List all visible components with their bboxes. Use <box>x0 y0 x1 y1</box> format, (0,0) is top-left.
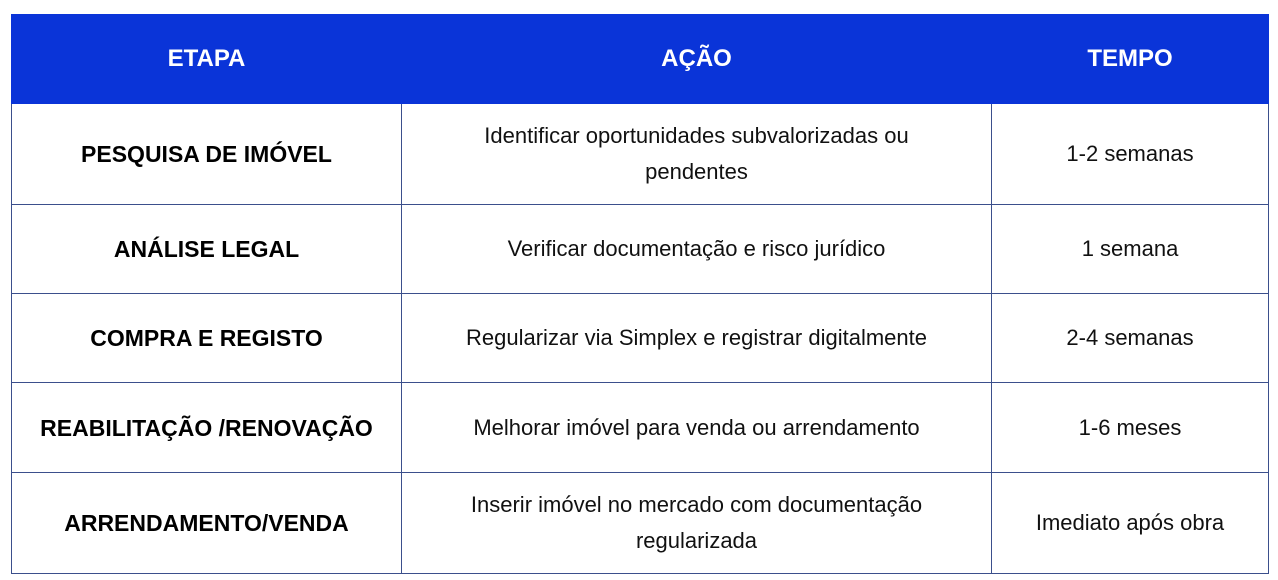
time-cell: 2-4 semanas <box>992 294 1269 383</box>
stage-cell: COMPRA E REGISTO <box>12 294 402 383</box>
action-cell: Identificar oportunidades subvalorizadas ou pendentes <box>402 104 992 205</box>
header-etapa: ETAPA <box>12 15 402 104</box>
stage-cell: ARRENDAMENTO/VENDA <box>12 473 402 574</box>
header-tempo: TEMPO <box>992 15 1269 104</box>
time-cell: 1-6 meses <box>992 383 1269 473</box>
header-row <box>12 15 1269 104</box>
action-cell: Melhorar imóvel para venda ou arrendamento <box>402 383 992 473</box>
table-row <box>12 205 1269 294</box>
table-row <box>12 473 1269 574</box>
time-cell: Imediato após obra <box>992 473 1269 574</box>
action-cell: Verificar documentação e risco jurídico <box>402 205 992 294</box>
table-row <box>12 104 1269 205</box>
table-row <box>12 383 1269 473</box>
stage-cell: PESQUISA DE IMÓVEL <box>12 104 402 205</box>
process-table-container <box>11 14 1268 573</box>
header-acao: AÇÃO <box>402 15 992 104</box>
stage-cell: REABILITAÇÃO /RENOVAÇÃO <box>12 383 402 473</box>
time-cell: 1-2 semanas <box>992 104 1269 205</box>
action-cell: Regularizar via Simplex e registrar digitalmente <box>402 294 992 383</box>
table-header <box>12 15 1269 104</box>
time-cell: 1 semana <box>992 205 1269 294</box>
action-cell: Inserir imóvel no mercado com documentação regularizada <box>402 473 992 574</box>
stage-cell: ANÁLISE LEGAL <box>12 205 402 294</box>
process-table <box>11 14 1269 574</box>
table-body <box>12 104 1269 574</box>
table-row <box>12 294 1269 383</box>
